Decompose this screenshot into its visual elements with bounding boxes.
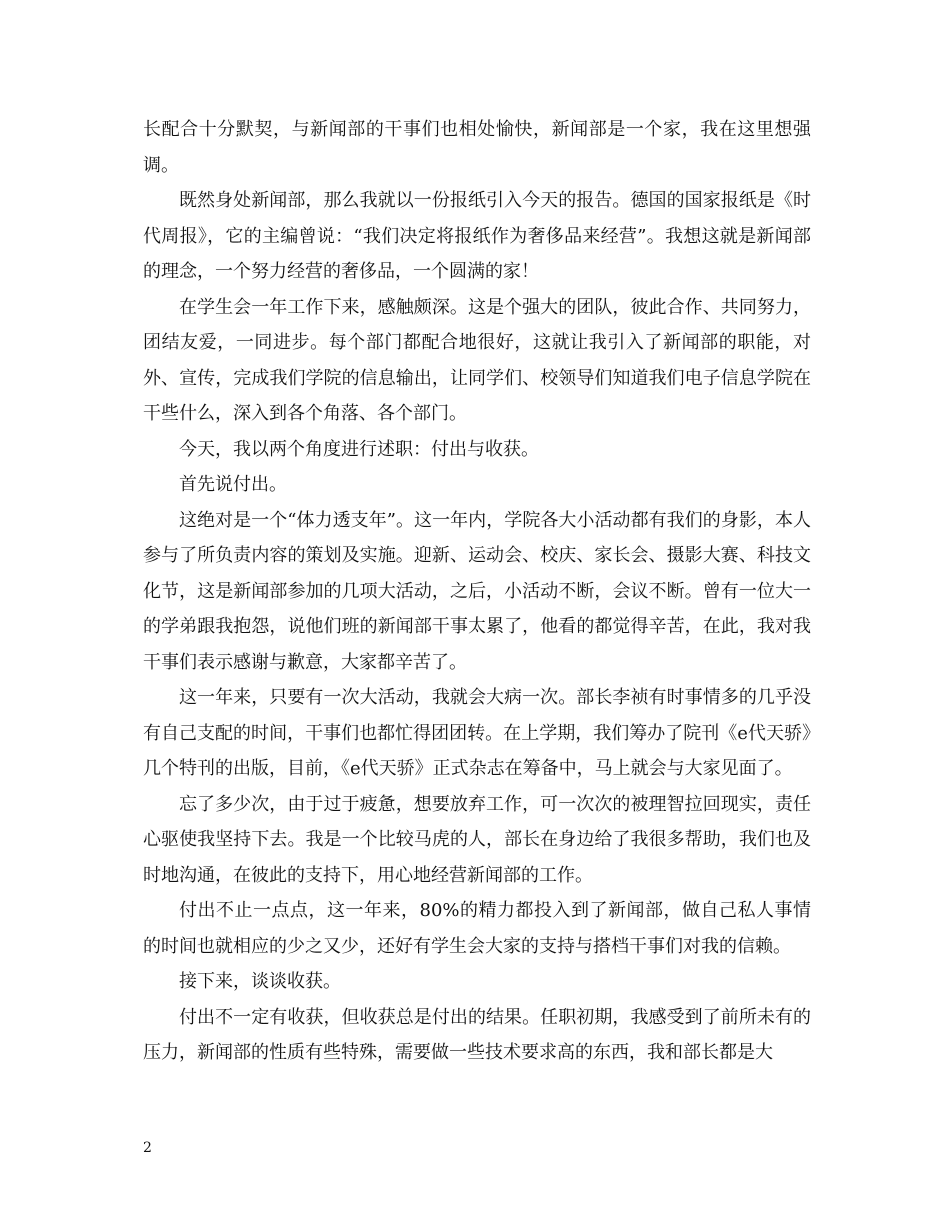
paragraph-4: 今天，我以两个角度进行述职：付出与收获。 xyxy=(179,438,539,460)
paragraph-8: 忘了多少次，由于过于疲惫，想要放弃工作，可一次次的被理智拉回现实，责任心驱使我坚持下去。我是一个比较马虎的人，部长在身边给了我很多帮助，我们也及时地沟通，在彼此的支持下，用心地经营新闻部的工作。 xyxy=(143,793,811,886)
paragraph-11: 付出不一定有收获，但收获总是付出的结果。任职初期，我感受到了前所未有的压力，新闻部的性质有些特殊，需要做一些技术要求高的东西，我和部长都是大 xyxy=(143,1006,811,1063)
document-body xyxy=(143,112,811,1071)
paragraph-5: 首先说付出。 xyxy=(179,474,287,495)
paragraph-10: 接下来，谈谈收获。 xyxy=(179,971,341,992)
page-number: 2 xyxy=(143,1140,152,1156)
paragraph-3: 在学生会一年工作下来，感触颇深。这是个强大的团队，彼此合作、共同努力，团结友爱，一同进步。每个部门都配合地很好，这就让我引入了新闻部的职能，对外、宣传，完成我们学院的信息输出，让同学们、校领导们知道我们电子信息学院在干些什么，深入到各个角落、各个部门。 xyxy=(143,296,811,424)
paragraph-2: 既然身处新闻部，那么我就以一份报纸引入今天的报告。德国的国家报纸是《时代周报》，它的主编曾说：“我们决定将报纸作为奢侈品来经营”。我想这就是新闻部的理念，一个努力经营的奢侈品，一个圆满的家！ xyxy=(143,190,811,282)
paragraph-7: 这一年来，只要有一次大活动，我就会大病一次。部长李祯有时事情多的几乎没有自己支配的时间，干事们也都忙得团团转。在上学期，我们筹办了院刊《e代天骄》几个特刊的出版，目前，《e代天骄》正式杂志在筹备中，马上就会与大家见面了。 xyxy=(143,687,811,779)
paragraph-1: 长配合十分默契，与新闻部的干事们也相处愉快，新闻部是一个家，我在这里想强调。 xyxy=(143,119,811,176)
paragraph-6: 这绝对是一个“体力透支年”。这一年内，学院各大小活动都有我们的身影，本人参与了所负责内容的策划及实施。迎新、运动会、校庆、家长会、摄影大赛、科技文化节，这是新闻部参加的几项大活动，之后，小活动不断，会议不断。曾有一位大一的学弟跟我抱怨，说他们班的新闻部干事太累了，他看的都觉得辛苦，在此，我对我干事们表示感谢与歉意，大家都辛苦了。 xyxy=(143,509,811,673)
paragraph-9: 付出不止一点点，这一年来，80%的精力都投入到了新闻部，做自己私人事情的时间也就相应的少之又少，还好有学生会大家的支持与搭档干事们对我的信赖。 xyxy=(143,900,811,957)
